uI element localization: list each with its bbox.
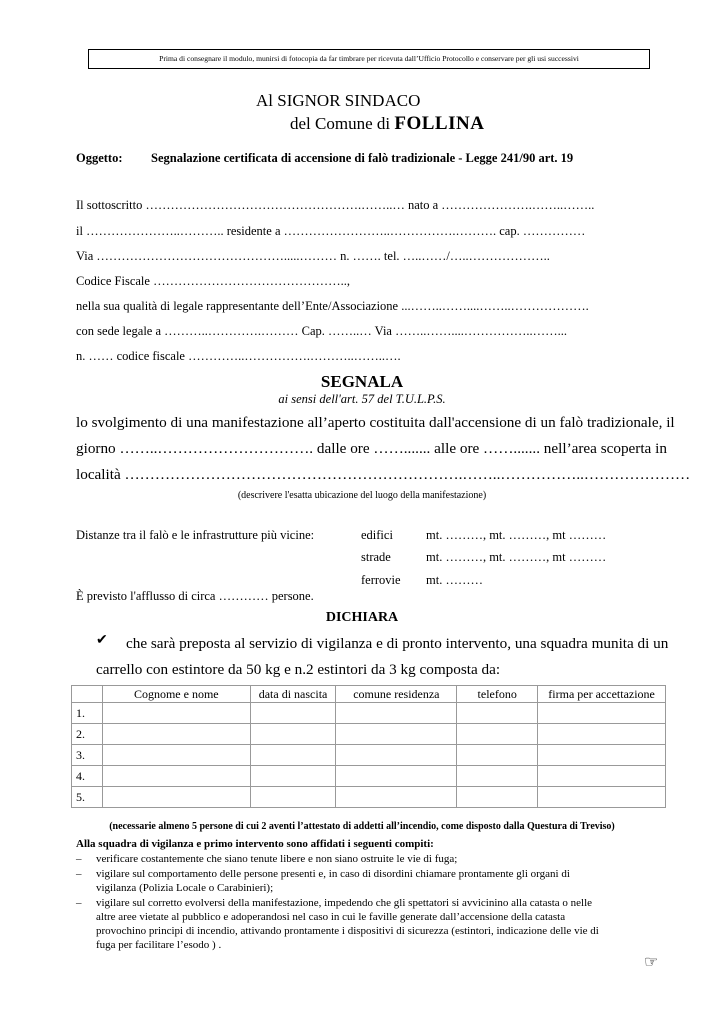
- col-firma: firma per accettazione: [538, 686, 666, 703]
- addressee-prefix: del Comune di: [290, 114, 395, 133]
- cell-telefono[interactable]: [457, 724, 538, 745]
- table-row: [72, 745, 666, 766]
- row-number: 1.: [72, 703, 103, 724]
- cell-telefono[interactable]: [457, 766, 538, 787]
- field-sottoscritto[interactable]: Il sottoscritto …………………………………………….……..… nato a ………………….……..……..: [76, 198, 595, 212]
- dash-bullet: –: [76, 868, 82, 880]
- task-item-2: [76, 868, 570, 880]
- distance-value-ferrovie[interactable]: mt. ………: [426, 573, 483, 587]
- task-item-1: [76, 853, 457, 865]
- dichiara-line1: che sarà preposta al servizio di vigilanza e di pronto intervento, una squadra munita di un: [126, 635, 669, 652]
- cell-nome[interactable]: [102, 787, 250, 808]
- dichiara-line2: carrello con estintore da 50 kg e n.2 estintori da 3 kg composta da:: [96, 661, 501, 678]
- cell-nome[interactable]: [102, 724, 250, 745]
- table-row: [72, 766, 666, 787]
- team-table-header: [72, 686, 666, 703]
- cell-comune[interactable]: [336, 703, 457, 724]
- row-number: 5.: [72, 787, 103, 808]
- row-number: 3.: [72, 745, 103, 766]
- distance-name-ferrovie: ferrovie: [361, 573, 401, 587]
- col-nome: Cognome e nome: [102, 686, 250, 703]
- table-note: (necessarie almeno 5 persone di cui 2 aventi l’attestato di addetti all’incendio, come disposto dalla Questura di Treviso): [109, 821, 615, 832]
- tasks-heading: Alla squadra di vigilanza e primo intervento sono affidati i seguenti compiti:: [76, 838, 434, 850]
- field-codice-fiscale-ente[interactable]: n. …… codice fiscale …………..…………….………..……..….: [76, 349, 401, 363]
- distance-value-edifici[interactable]: mt. ………, mt. ………, mt ………: [426, 528, 607, 542]
- cell-nome[interactable]: [102, 745, 250, 766]
- cell-telefono[interactable]: [457, 745, 538, 766]
- task-text-cont: altre aree vietate al pubblico e adoperandosi nel caso in cui le faville generate dall’accensione della catasta: [96, 911, 566, 923]
- distance-name-strade: strade: [361, 550, 391, 564]
- team-table: [71, 685, 666, 808]
- table-row: [72, 703, 666, 724]
- task-text: vigilare sul comportamento delle persone presenti e, in caso di disordini chiamare prontamente gli organi di: [96, 868, 570, 880]
- cell-comune[interactable]: [336, 766, 457, 787]
- checkmark-icon: ✔: [96, 633, 108, 648]
- segnala-line1: lo svolgimento di una manifestazione all’aperto costituita dall'accensione di un falò tradizionale, il: [76, 414, 675, 431]
- task-item-3: [76, 897, 592, 909]
- cell-comune[interactable]: [336, 724, 457, 745]
- cell-data-nascita[interactable]: [250, 766, 336, 787]
- field-legale-rappresentante[interactable]: nella sua qualità di legale rappresentante dell’Ente/Associazione ...……..……....……..……………….: [76, 299, 589, 313]
- cell-firma[interactable]: [538, 724, 666, 745]
- page-turn-icon: ☞: [644, 954, 659, 971]
- cell-firma[interactable]: [538, 703, 666, 724]
- cell-firma[interactable]: [538, 766, 666, 787]
- cell-firma[interactable]: [538, 787, 666, 808]
- col-number: [72, 686, 103, 703]
- field-sede-legale[interactable]: con sede legale a ………..………….……… Cap. ……..… Via ……..……....……………..……...: [76, 324, 567, 338]
- field-via-tel[interactable]: Via ……………………………………….....……… n. ……. tel. …..……/…..………………..: [76, 249, 550, 263]
- addressee-line1: Al SIGNOR SINDACO: [256, 91, 421, 110]
- segnala-heading: SEGNALA: [320, 372, 404, 391]
- cell-data-nascita[interactable]: [250, 703, 336, 724]
- segnala-subtitle: ai sensi dell'art. 57 del T.U.L.P.S.: [278, 392, 446, 406]
- table-row: [72, 787, 666, 808]
- cell-data-nascita[interactable]: [250, 787, 336, 808]
- dash-bullet: –: [76, 853, 82, 865]
- task-text: vigilare sul corretto evolversi della manifestazione, impedendo che gli spettatori si avvicinino alla catasta o nelle: [96, 897, 593, 909]
- cell-data-nascita[interactable]: [250, 724, 336, 745]
- task-text-cont: provochino principi di incendio, attivando prontamente i dispositivi di sicurezza (estintori, indicazione delle vie di: [96, 925, 599, 937]
- photocopy-notice: Prima di consegnare il modulo, munirsi di fotocopia da far timbrare per ricevuta dall’Ufficio Protocollo e conservare per gli usi successivi: [88, 49, 650, 69]
- segnala-line3[interactable]: località ………………………………………………………….……..……………..…………………: [76, 466, 691, 483]
- distances-label: Distanze tra il falò e le infrastrutture più vicine:: [76, 528, 315, 542]
- dash-bullet: –: [76, 897, 82, 909]
- row-number: 4.: [72, 766, 103, 787]
- col-data-nascita: data di nascita: [250, 686, 336, 703]
- cell-firma[interactable]: [538, 745, 666, 766]
- comune-name: FOLLINA: [394, 113, 485, 134]
- addressee-line2: [290, 113, 484, 135]
- table-row: [72, 724, 666, 745]
- cell-telefono[interactable]: [457, 787, 538, 808]
- col-telefono: telefono: [457, 686, 538, 703]
- cell-data-nascita[interactable]: [250, 745, 336, 766]
- task-text-cont: vigilanza (Polizia Locale o Carabinieri);: [96, 882, 274, 894]
- location-note: (descrivere l'esatta ubicazione del luogo della manifestazione): [237, 490, 487, 501]
- field-residenza[interactable]: il …………………..……….. residente a ……………………..…………….………. cap. ……………: [76, 224, 586, 238]
- subject-label: Oggetto:: [76, 151, 123, 165]
- cell-nome[interactable]: [102, 766, 250, 787]
- cell-nome[interactable]: [102, 703, 250, 724]
- cell-comune[interactable]: [336, 787, 457, 808]
- dichiara-heading: DICHIARA: [325, 610, 399, 625]
- cell-comune[interactable]: [336, 745, 457, 766]
- task-text: verificare costantemente che siano tenute libere e non siano ostruite le vie di fuga;: [96, 853, 458, 865]
- field-codice-fiscale[interactable]: Codice Fiscale ………………………………………..,: [76, 274, 350, 288]
- distance-name-edifici: edifici: [361, 528, 393, 542]
- task-text-cont: fuga per facilitare l’esodo ) .: [96, 939, 222, 951]
- subject-text: Segnalazione certificata di accensione di falò tradizionale - Legge 241/90 art. 19: [151, 151, 574, 165]
- attendance-line[interactable]: È previsto l'afflusso di circa ………… persone.: [76, 589, 314, 603]
- distance-value-strade[interactable]: mt. ………, mt. ………, mt ………: [426, 550, 607, 564]
- cell-telefono[interactable]: [457, 703, 538, 724]
- row-number: 2.: [72, 724, 103, 745]
- col-comune-residenza: comune residenza: [336, 686, 457, 703]
- segnala-line2[interactable]: giorno ……..…………………………. dalle ore ……....... alle ore ……....... nell’area scoperta in: [76, 440, 667, 457]
